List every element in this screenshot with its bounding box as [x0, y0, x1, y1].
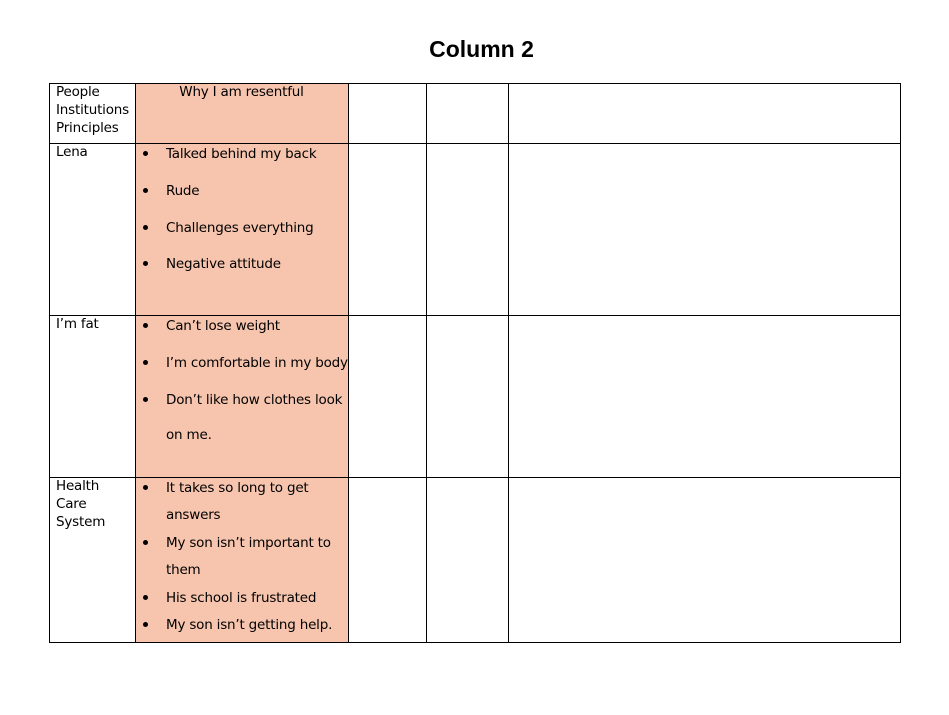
reason-text: My son isn’t getting help.: [166, 617, 333, 633]
table-border: [900, 83, 901, 643]
reason-text: answers: [166, 507, 221, 523]
empty-cell: [426, 143, 508, 315]
header-cell-empty-5: [508, 83, 901, 143]
reason-text: Rude: [166, 183, 200, 199]
bullet-icon: [143, 261, 148, 266]
list-item: [135, 532, 331, 554]
row-name-cell: [49, 143, 136, 315]
header-cell-empty-3: [348, 83, 427, 143]
empty-cell: [348, 143, 427, 315]
empty-cell: [426, 315, 508, 477]
list-item: [135, 217, 313, 239]
table-row: [49, 477, 901, 643]
bullet-icon: [143, 323, 148, 328]
row-name-label: I’m fat: [56, 316, 99, 332]
bullet-icon: [143, 540, 148, 545]
reasons-cell: [135, 315, 348, 477]
reason-text: Negative attitude: [166, 256, 281, 272]
reason-text: Talked behind my back: [166, 146, 317, 162]
list-item-continuation: [135, 504, 220, 526]
empty-cell: [348, 477, 427, 643]
list-item: [135, 587, 316, 609]
empty-cell: [508, 143, 901, 315]
row-name-cell: [49, 315, 136, 477]
bullet-icon: [143, 188, 148, 193]
bullet-icon: [143, 397, 148, 402]
table-header-row: [49, 83, 901, 143]
list-item-continuation: [135, 559, 201, 581]
bullet-icon: [143, 622, 148, 627]
header-label-line: People: [56, 84, 100, 100]
list-item: [135, 614, 332, 636]
reasons-cell: [135, 143, 348, 315]
column-divider: [135, 83, 136, 643]
reasons-cell: [135, 477, 348, 643]
reason-text: Don’t like how clothes look: [166, 392, 343, 408]
row-divider: [49, 143, 901, 144]
column-divider: [426, 83, 427, 643]
bullet-icon: [143, 595, 148, 600]
table-border: [49, 642, 901, 643]
table-border: [49, 83, 50, 643]
header-cell-people: [49, 83, 136, 143]
header-why-resentful-label: Why I am resentful: [179, 84, 304, 100]
table-row: [49, 315, 901, 477]
list-item: [135, 315, 280, 337]
list-item: [135, 253, 281, 275]
list-item-continuation: [135, 424, 212, 446]
row-divider: [49, 477, 901, 478]
list-item: [135, 477, 309, 499]
header-cell-empty-4: [426, 83, 508, 143]
empty-cell: [426, 477, 508, 643]
empty-cell: [508, 477, 901, 643]
reason-text: Can’t lose weight: [166, 318, 280, 334]
reason-text: on me.: [166, 427, 212, 443]
column-divider: [508, 83, 509, 643]
reason-text: It takes so long to get: [166, 480, 309, 496]
row-name-label: Care: [56, 496, 87, 512]
row-name-label: Health: [56, 478, 100, 494]
list-item: [135, 180, 199, 202]
list-item: [135, 352, 348, 374]
bullet-icon: [143, 225, 148, 230]
header-label-line: Principles: [56, 120, 119, 136]
reason-text: Challenges everything: [166, 220, 314, 236]
list-item: [135, 143, 316, 165]
row-divider: [49, 315, 901, 316]
bullet-icon: [143, 360, 148, 365]
column-divider: [348, 83, 349, 643]
row-name-label: Lena: [56, 144, 88, 160]
header-label-line: Institutions: [56, 102, 129, 118]
header-cell-why-resentful: [135, 83, 348, 143]
row-name-cell: [49, 477, 136, 643]
bullet-icon: [143, 151, 148, 156]
reason-text: I’m comfortable in my body: [166, 355, 348, 371]
resentment-table: [49, 83, 901, 643]
reason-text: My son isn’t important to: [166, 535, 331, 551]
page-title: Column 2: [429, 36, 534, 62]
row-name-label: System: [56, 514, 106, 530]
list-item: [135, 389, 342, 411]
reason-text: them: [166, 562, 201, 578]
reason-text: His school is frustrated: [166, 590, 317, 606]
empty-cell: [348, 315, 427, 477]
empty-cell: [508, 315, 901, 477]
table-border: [49, 83, 901, 84]
bullet-icon: [143, 485, 148, 490]
table-row: [49, 143, 901, 315]
